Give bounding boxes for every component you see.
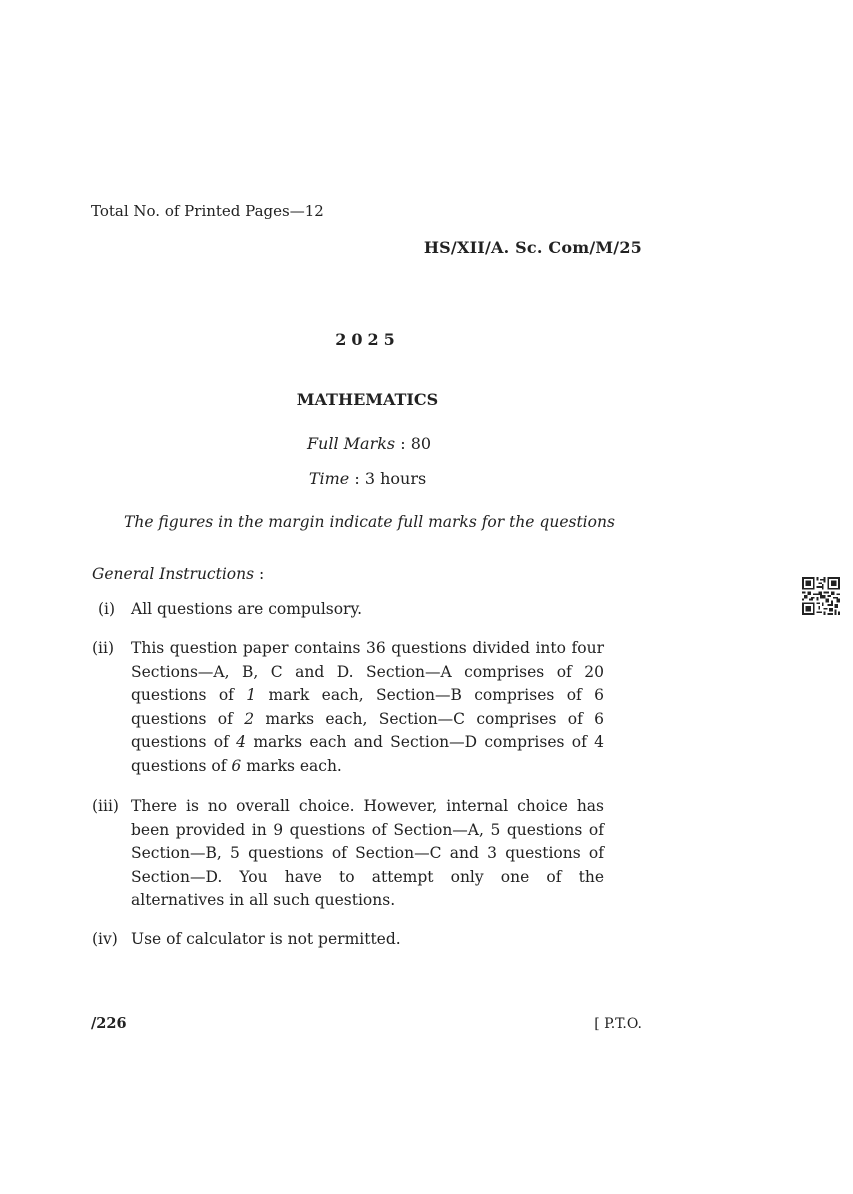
instruction-item (92, 795, 604, 913)
time-allowed (0, 469, 735, 489)
general-instructions-heading (92, 564, 264, 584)
exam-year: 2025 (335, 330, 400, 349)
full-marks-label: Full Marks (306, 434, 396, 453)
full-marks-value: : 80 (395, 434, 432, 453)
instruction-item (92, 928, 604, 952)
total-printed-pages: Total No. of Printed Pages—12 (91, 202, 324, 220)
instruction-number: (i) (98, 600, 116, 618)
qr-code-icon (802, 577, 840, 615)
instruction-item (92, 598, 604, 622)
instruction-number: (iii) (92, 797, 119, 815)
subject-title: MATHEMATICS (296, 390, 439, 409)
footer-paper-number: /226 (91, 1015, 127, 1032)
instruction-text: There is no overall choice. However, internal choice has been provided in 9 questions of Section—A, 5 questions of Section—B, 5 questions of Section—C and 3 questions of Section—D. You have to attempt only one of the alternatives in all such questions. (131, 797, 604, 910)
instruction-text: All questions are compulsory. (131, 600, 363, 618)
instruction-text: Use of calculator is not permitted. (131, 930, 401, 948)
margin-marks-note: The figures in the margin indicate full marks for the questions (124, 513, 615, 531)
paper-code: HS/XII/A. Sc. Com/M/25 (423, 238, 642, 257)
marks-value: 1 (246, 686, 257, 705)
instruction-text-part: marks each, Section—C comprises of 6 questions of (131, 709, 604, 752)
time-value: : 3 hours (349, 469, 427, 488)
general-instructions-colon: : (254, 565, 265, 583)
time-label: Time (308, 469, 350, 488)
instruction-text-part: This question paper contains 36 questions divided into four Sections—A, B, C and D. Section—A comprises of 20 questions of (131, 639, 604, 705)
instruction-text-part: marks each and Section—D comprises of 4 questions of (131, 733, 604, 775)
instruction-number: (iv) (92, 930, 118, 948)
full-marks (0, 434, 738, 454)
instruction-text-part: mark each, Section—B comprises of 6 questions of (131, 686, 604, 728)
instruction-number: (ii) (92, 639, 115, 657)
general-instructions-label: General Instructions (92, 565, 255, 583)
marks-value: 4 (236, 733, 247, 752)
marks-value: 6 (231, 756, 242, 775)
instruction-item (92, 637, 604, 779)
instruction-text (131, 637, 604, 779)
instruction-text-part: marks each. (241, 756, 342, 775)
please-turn-over: [ P.T.O. (594, 1016, 642, 1032)
marks-value: 2 (244, 709, 255, 728)
